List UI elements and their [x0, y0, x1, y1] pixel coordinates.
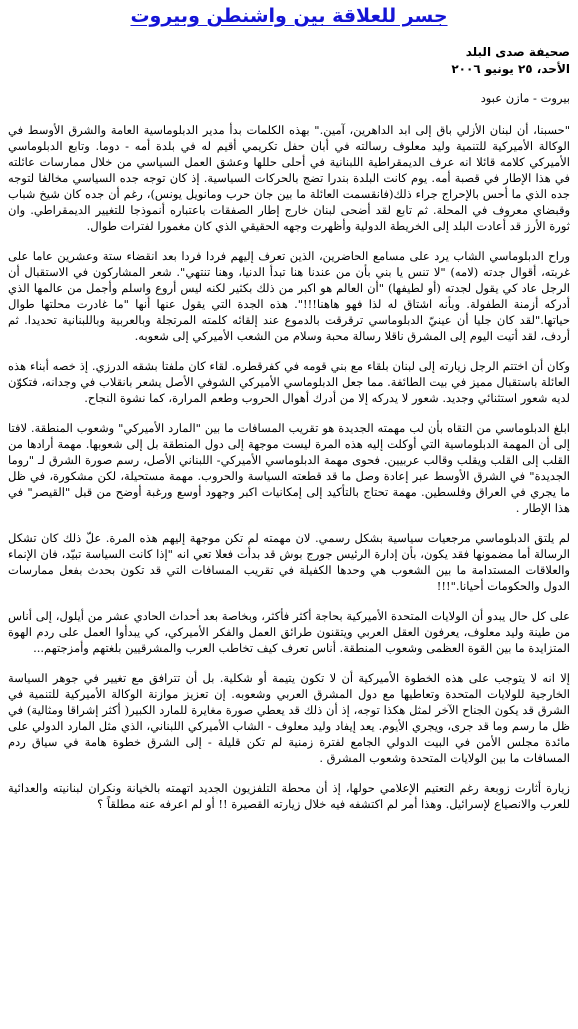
article-paragraph: ابلغ الدبلوماسي من التقاه بأن لب مهمته الجديدة هو تقريب المسافات ما بين "المارد الأميركي" وشعوب المنطقة. لافتا إلى أن المهمة الدبلوماسية التي أوكلت إليه هذه المرة ليست موجهة إلى دول المنطقة بل إلى شعوبها. مهمة أرادها من القلب إلى القلب ويقلب وقالب عربيين. فحوى مهمة الدبلوماسي الأميركي- اللبناني الأصل، رسم صورة الشرق لـ "روما الجديدة" في الشرق الأوسط عبر إعادة وصل ما قد قطعته السياسة والحروب. مهمة مستحيلة، لكن مشكورة، في ظل ما يجري في العراق وفلسطين. مهمة تحتاج بالتأكيد إلى إمكانيات اكبر وجهود أوسع ورغبة أوضح من قبل "القيصر" في هذا الإطار .	[8, 421, 570, 515]
newspaper-name: صحيفة صدى البلد	[465, 45, 570, 59]
publication-date: الأحد، ٢٥ يونيو ٢٠٠٦	[451, 62, 570, 76]
article-body	[8, 122, 570, 812]
source-info	[8, 44, 570, 78]
article-paragraph: زيارة أثارت زوبعة رغم التعتيم الإعلامي حولها، إذ أن محطة التلفزيون الجديد اتهمته بالخيانة ونكران لبنانيته والعدائية للعرب والانصياع لإسرائيل. وهذا أمر لم اكتشفه فيه خلال زيارته القصيرة !! أو لم اعرفه عنه مطلقاً ؟	[8, 781, 570, 811]
article-paragraph: وراح الدبلوماسي الشاب يرد على مسامع الحاضرين، الذين تعرف إليهم فردا فردا بعد انقضاء ستة وعشرين عاما على غربته، أقوال جدته (لامه) "لا تنس يا بني بأن من عندنا هنا تبدأ الدنيا، وهنا تنتهي". شعر المشاركون في الاستقبال أن الرجل عاد كي يقول لجدته (أو لطيفها) "أن العالم هو اكبر من ذلك بكثير لكنه ليس أروع واسلم وأجمل من عالمها الذي أدركه أزمنة الطفولة. وبأنه اشتاق له لذا فهو هاهنا!!!". هذه الجدة التي يقول عنها أنها "ما غادرت محلتها طوال حياتها."لقد كان جليا أن عينيّ الدبلوماسي ترقرقت بالدموع عند إلقائه كلمته المرتجلة وبالعربية وباللبنانية تحديدا. ثم أردف، لقد أتيت اليوم إلى المشرق ناقلا رسالة محبة وسلام من الشعب الأميركي إلى شعوبه.	[8, 249, 570, 343]
article-paragraph: وكان أن اختتم الرجل زيارته إلى لبنان بلقاء مع بني قومه في كفرقطره. لقاء كان ملفتا بشقه الدرزي. إذ خصه أبناء هذه العائلة باستقبال مميز في بيت الطائفة. مما جعل الدبلوماسي الأميركي الشوفي الأصل يشعر بانقلاب في وجدانه، فتكوّن لديه شعور استثنائي وجديد. شعور لا يدركه إلا من أدرك أهوال الحروب وطعم المرارة، كما نشوة النجاح.	[8, 359, 570, 405]
article-paragraph: لم يلتق الدبلوماسي مرجعيات سياسية بشكل رسمي. لان مهمته لم تكن موجهة إليهم هذه المرة. علّ ذلك كان تشكل الرسالة أما مضمونها فقد يكون، بأن إدارة الرئيس جورج بوش قد بدأت فعلا تعي انه "إذا كانت السياسة تبيّد، فان الإنماء والعلاقات المستدامة ما بين الشعوب هي وحدها الكفيلة في تقريب المسافات التي قد تكون بحدث بفعل ممارسات الدول والحكومات أحيانا."!!!	[8, 531, 570, 593]
article-paragraph: على كل حال يبدو أن الولايات المتحدة الأميركية بحاجة أكثر فأكثر، وبخاصة بعد أحداث الحادي عشر من أيلول، إلى أناس من طينة وليد معلوف، يعرفون العقل العربي ويتقنون طرائق العمل والفكر الأميركي، كي يبدأوا العمل على ردم الهوة المتزايدة ما بين القوة العظمى وشعوب المنطقة. أناس تعرف كيف تخاطب العرب والمشرقيين بلغتهم وأمزجتهم...	[8, 609, 570, 655]
article-paragraph: إلا انه لا يتوجب على هذه الخطوة الأميركية أن لا تكون يتيمة أو شكلية. بل أن تترافق مع تغيير في جوهر السياسة الخارجية للولايات المتحدة وتعاطيها مع دول المشرق العربي وشعوبه. إن تعزيز موازنة الوكالة الأميركية للتنمية في الشرق قد يكون الجناح الآخر لمثل هكذا توجه، إذ أن ذلك قد يعطي صورة مغايرة للمارد الكبير( أكثر إشراقا ومثالية) في ظل ما رسم وما قد جرى، ويجري الأيوم. يعد إيفاد وليد معلوف - الشاب الأميركي اللبناني، الذي مثل المارد الدولي على مائدة مجلس الأمن في البيت الدولي الجامع لفترة زمنية لم تكن قليلة - إلى الشرق خطوة هامة في سياق ردم المسافات ما بين الولايات المتحدة وشعوب المشرق .	[8, 671, 570, 765]
page-title: جسر للعلاقة بين واشنطن وبيروت	[130, 5, 448, 27]
article-paragraph: "حسبنا، أن لبنان الأزلي باق إلى ابد الداهرين، آمين." بهذه الكلمات بدأ مدير الدبلوماسية العامة والشرق الأوسط في الوكالة الأميركية للتنمية وليد معلوف رسالته في أبان حفل تكريمي أقيم له في بلدة أمه - دوما. وتابع الدبلوماسي الأميركي كلامه قائلا انه عرف الديمقراطية اللبنانية في أحلى حللها وعشق العمل السياسي من خلال ممارسات عائلته في هذا الإطار في قصبة أمه. يوم كانت البلدة بندرا تضج بالحركات السياسية. إذ كان توجه جده السياسي مخالفا لتوجه جده الذي ما أحس بالإحراج جراء ذلك(فانقسمت العائلة ما بين جان حرب ومانويل يونس)، رغم أن جده كان شيخ شباب وقبضاي معروف في المحلة. ثم تابع لقد أضحى لبنان خارج إطار الصفقات باعتباره أنموذجا للتغيير الديمقراطي. وان ثورة الأرز قد أعادت البلد إلى الخريطة الدولية وأظهرت وجهه الحقيقي الذي كان مغمورا لفترات طوال.	[8, 123, 570, 233]
byline: بيروت - مازن عبود	[480, 91, 570, 105]
